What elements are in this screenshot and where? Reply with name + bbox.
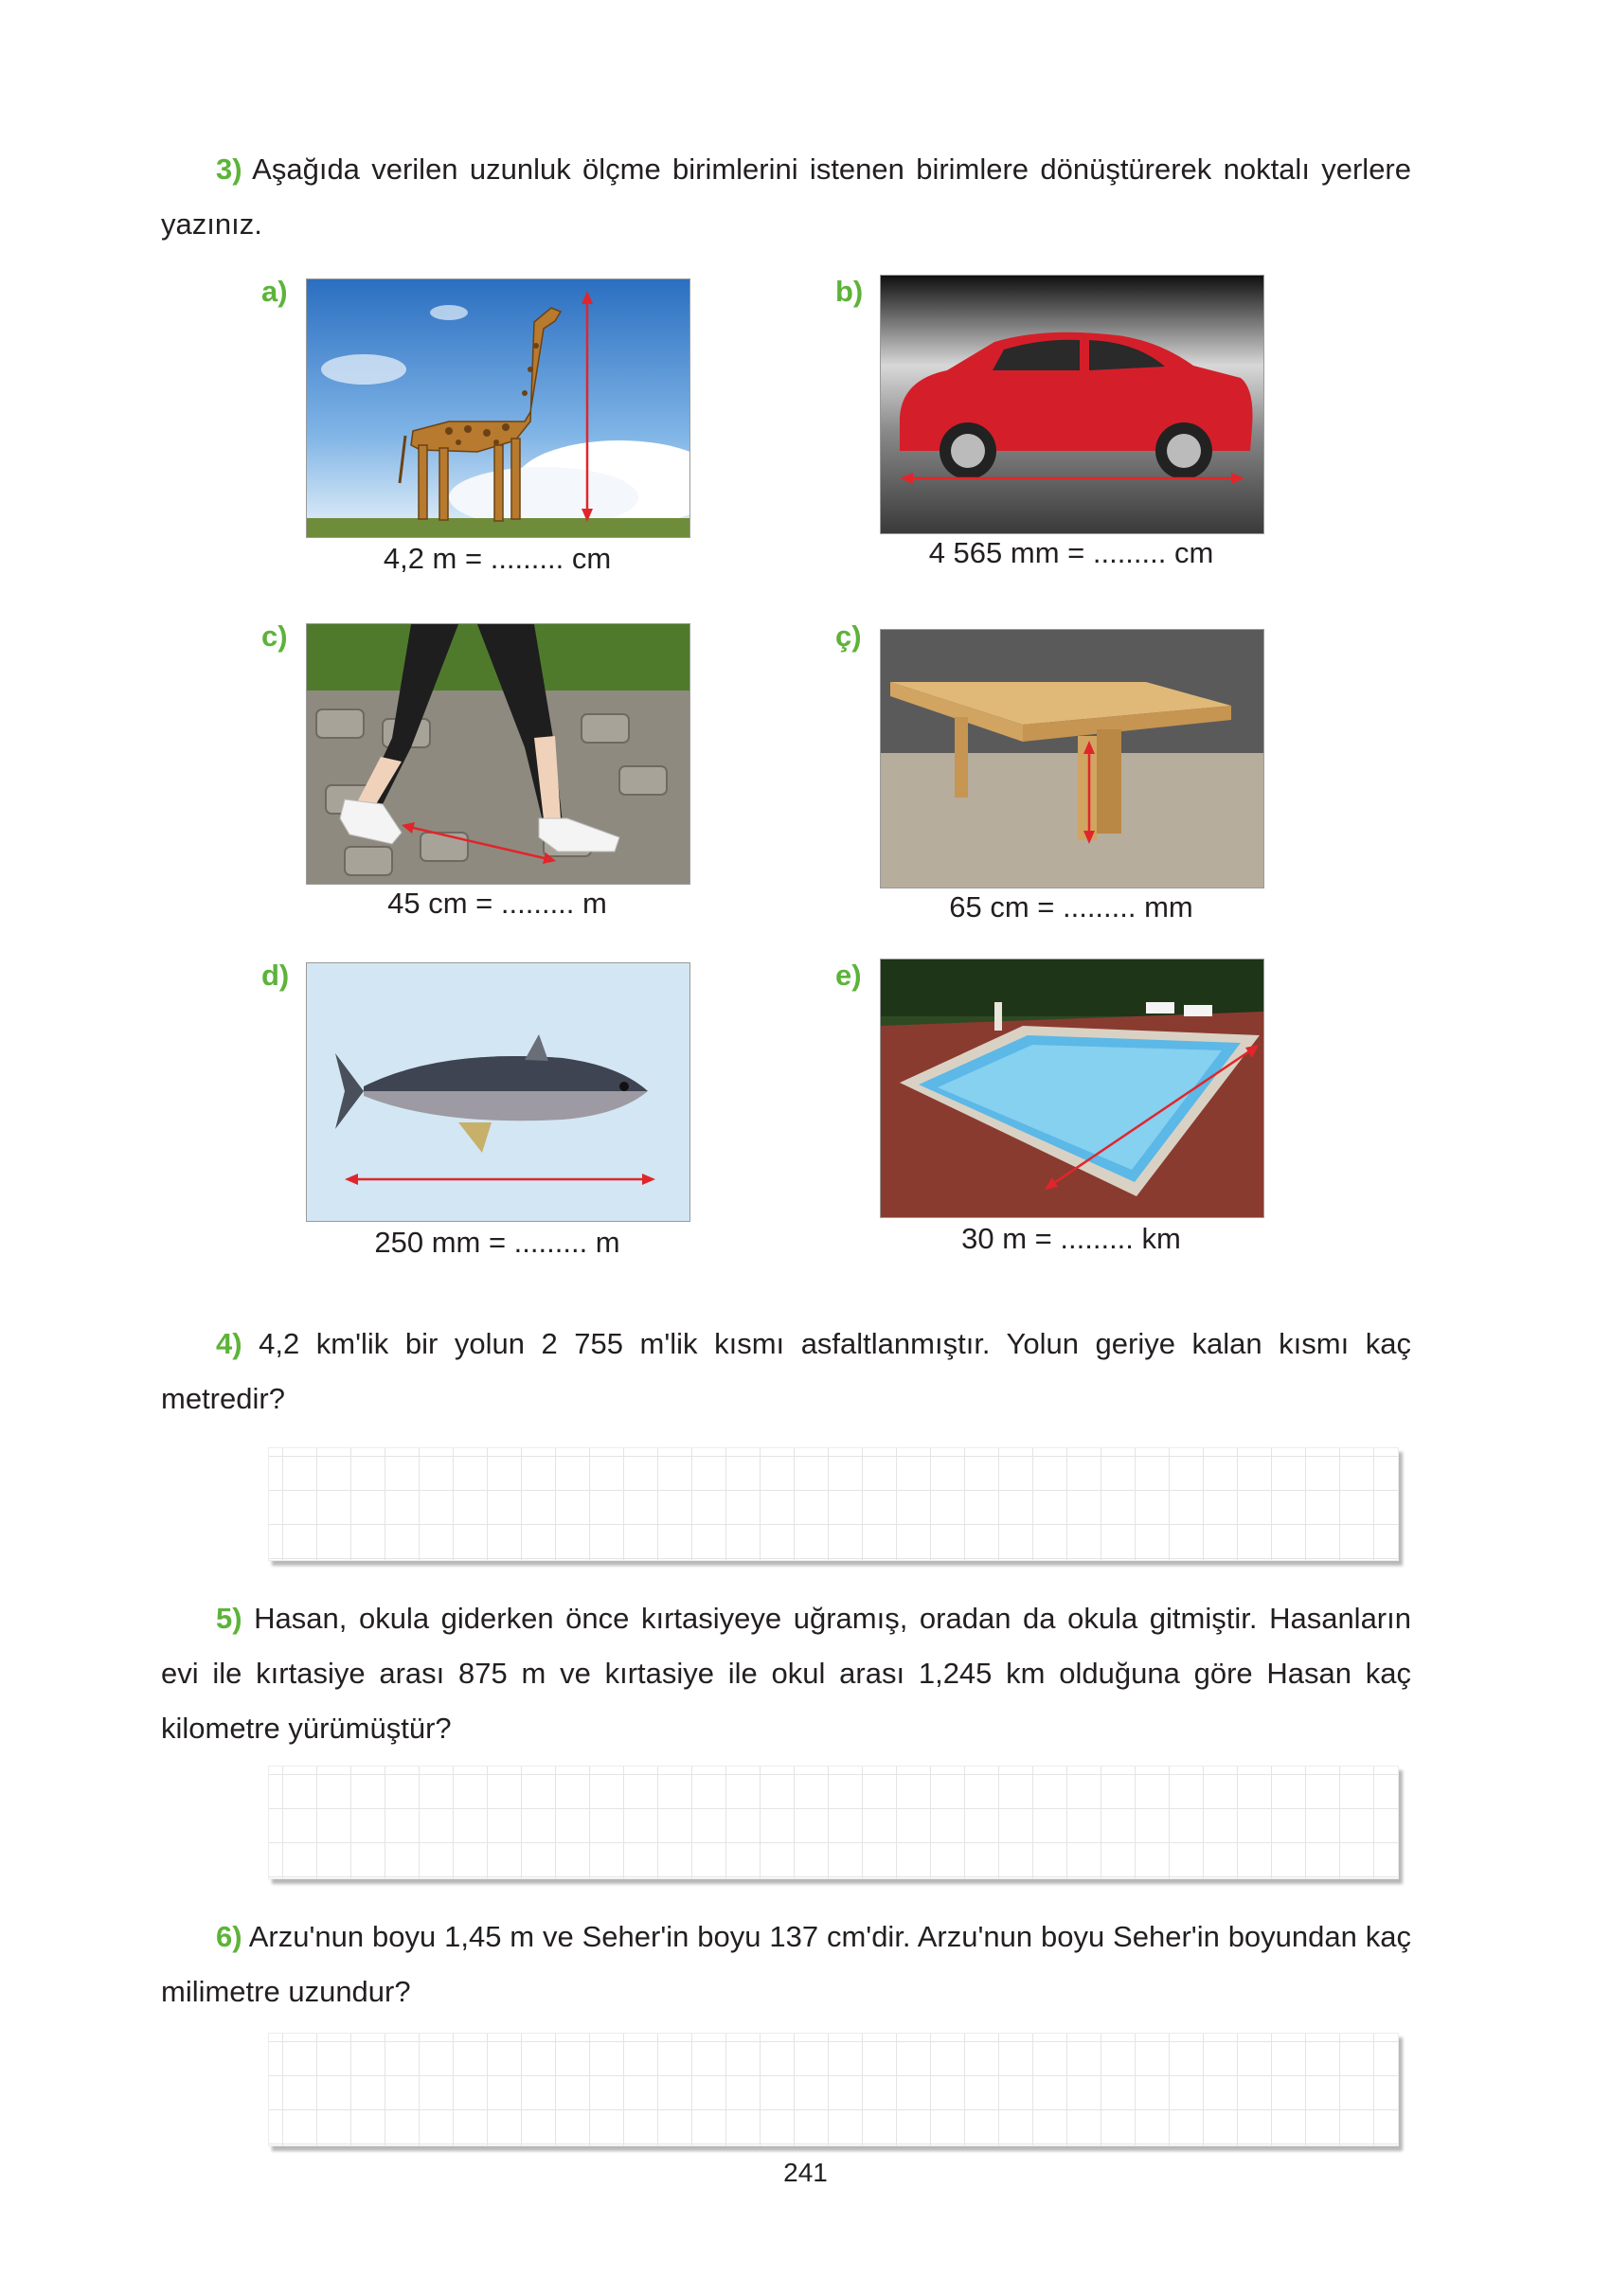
page-number: 241 <box>783 2158 828 2187</box>
question-4-text <box>161 1317 1411 1426</box>
item-d-caption: 250 mm = ......... m <box>374 1226 620 1259</box>
item-c-label: c) <box>261 619 288 653</box>
question-6-number: 6) <box>216 1920 242 1953</box>
item-c-caption: 45 cm = ......... m <box>387 887 607 920</box>
question-3-number: 3) <box>216 152 242 186</box>
item-d-label: d) <box>261 959 290 992</box>
question-3-body: Aşağıda verilen uzunluk ölçme birimlerini istenen birimlere dönüştürerek noktalı yerlere yazınız. <box>161 152 1411 241</box>
item-e-caption: 30 m = ......... km <box>961 1222 1181 1255</box>
question-4-body: 4,2 km'lik bir yolun 2 755 m'lik kısmı asfaltlanmıştır. Yolun geriye kalan kısmı kaç metredir? <box>161 1327 1411 1415</box>
giraffe-photo <box>306 278 690 538</box>
swimming-pool-photo <box>880 959 1264 1218</box>
question-3-text <box>161 142 1411 252</box>
answer-box-5[interactable] <box>268 1766 1399 1879</box>
item-b-label: b) <box>835 275 864 308</box>
question-4-number: 4) <box>216 1327 242 1360</box>
item-b-caption: 4 565 mm = ......... cm <box>928 536 1214 569</box>
question-6-text <box>161 1910 1411 2019</box>
item-e-label: e) <box>835 959 862 992</box>
question-5-body: Hasan, okula giderken önce kırtasiyeye uğramış, oradan da okula gitmiştir. Hasanların evi ile kırtasiye arası 875 m ve kırtasiye ile okul arası 1,245 km olduğuna göre Hasan kaç kilometre yürümüştür? <box>161 1602 1411 1745</box>
answer-box-6[interactable] <box>268 2033 1399 2146</box>
answer-box-4[interactable] <box>268 1447 1399 1561</box>
item-a-caption: 4,2 m = ......... cm <box>383 542 612 575</box>
walking-legs-photo <box>306 623 690 885</box>
wooden-table-photo <box>880 629 1264 888</box>
item-cc-caption: 65 cm = ......... mm <box>949 890 1193 924</box>
question-5-text <box>161 1591 1411 1756</box>
question-5-number: 5) <box>216 1602 242 1635</box>
tuna-fish-photo <box>306 962 690 1222</box>
red-car-photo <box>880 275 1264 534</box>
item-a-label: a) <box>261 275 288 308</box>
item-cc-label: ç) <box>835 619 862 653</box>
question-6-body: Arzu'nun boyu 1,45 m ve Seher'in boyu 137 cm'dir. Arzu'nun boyu Seher'in boyundan kaç milimetre uzundur? <box>161 1920 1411 2008</box>
